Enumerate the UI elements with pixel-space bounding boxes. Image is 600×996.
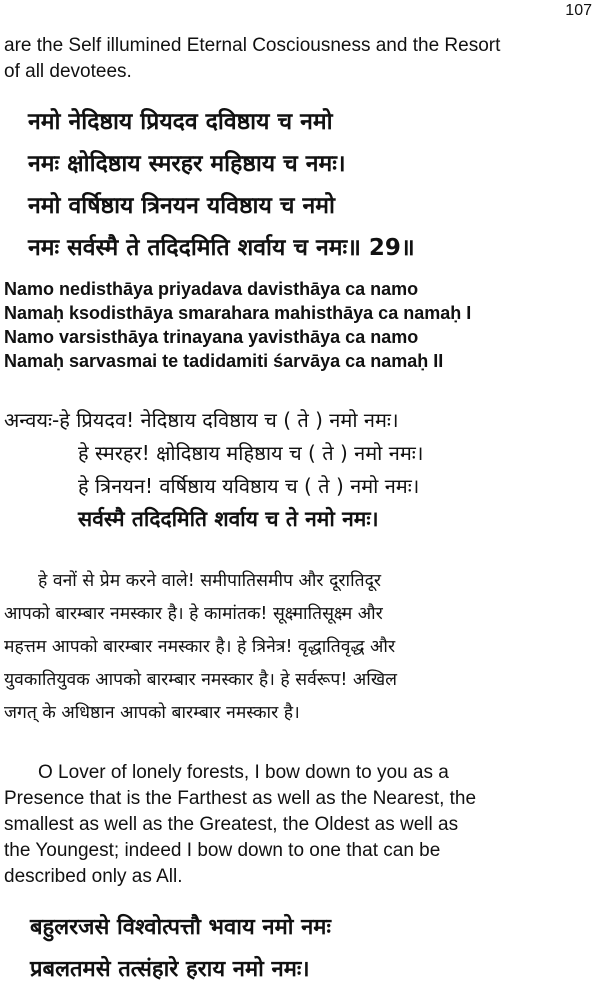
text-line: of all devotees. bbox=[4, 61, 132, 82]
verse-line: नमः क्षोदिष्ठाय स्मरहर महिष्ठाय च नमः। bbox=[28, 151, 346, 177]
english-line: Presence that is the Farthest as well as the Nearest, the bbox=[4, 788, 477, 809]
verse-line: नमो नेदिष्ठाय प्रियदव दविष्ठाय च नमो bbox=[28, 109, 333, 135]
verse-line: प्रबलतमसे तत्संहारे हराय नमो नमः। bbox=[30, 957, 310, 982]
hindi-line: जगत् के अधिष्ठान आपको बारम्बार नमस्कार है। bbox=[4, 703, 300, 723]
transliteration-line: Namo nedisthāya priyadava davisthāya ca namo bbox=[4, 279, 419, 299]
text-line: are the Self illumined Eternal Cosciousness and the Resort bbox=[4, 35, 501, 56]
anvaya-line: हे त्रिनयन! वर्षिष्ठाय यविष्ठाय च ( ते ) नमो नमः। bbox=[78, 474, 420, 498]
page-number: 107 bbox=[565, 2, 592, 19]
english-line: O Lover of lonely forests, I bow down to you as a bbox=[38, 762, 449, 783]
anvaya-line: अन्वयः-हे प्रियदव! नेदिष्ठाय दविष्ठाय च ( ते ) नमो नमः। bbox=[4, 408, 399, 432]
verse-line: नमः सर्वस्मै ते तदिदमिति शर्वाय च नमः॥ 29॥ bbox=[28, 235, 415, 261]
english-line: the Youngest; indeed I bow down to one that can be bbox=[4, 840, 441, 861]
hindi-line: हे वनों से प्रेम करने वाले! समीपातिसमीप और दूरातिदूर bbox=[38, 571, 382, 591]
anvaya-line: सर्वस्मै तदिदमिति शर्वाय च ते नमो नमः। bbox=[78, 507, 379, 531]
hindi-line: युवकातियुवक आपको बारम्बार नमस्कार है। हे सर्वरूप! अखिल bbox=[4, 670, 397, 690]
verse-line: बहुलरजसे विश्वोत्पत्तौ भवाय नमो नमः bbox=[30, 915, 331, 940]
transliteration-line: Namaḥ sarvasmai te tadidamiti śarvāya ca namaḥ II bbox=[4, 351, 444, 371]
anvaya-line: हे स्मरहर! क्षोदिष्ठाय महिष्ठाय च ( ते ) नमो नमः। bbox=[78, 441, 424, 465]
hindi-line: आपको बारम्बार नमस्कार है। हे कामांतक! सूक्ष्मातिसूक्ष्म और bbox=[4, 604, 383, 624]
verse-line: नमो वर्षिष्ठाय त्रिनयन यविष्ठाय च नमो bbox=[28, 193, 335, 219]
english-line: described only as All. bbox=[4, 866, 183, 887]
english-translation bbox=[4, 760, 594, 890]
intro-paragraph bbox=[4, 33, 594, 85]
next-sanskrit-verse bbox=[30, 907, 331, 991]
transliteration-line: Namaḥ ksodisthāya smarahara mahisthāya ca namaḥ I bbox=[4, 303, 472, 323]
english-line: smallest as well as the Greatest, the Oldest as well as bbox=[4, 814, 459, 835]
transliteration-line: Namo varsisthāya trinayana yavisthāya ca namo bbox=[4, 327, 419, 347]
sanskrit-verse bbox=[28, 101, 415, 269]
anvaya-prose-order bbox=[4, 404, 423, 536]
hindi-line: महत्तम आपको बारम्बार नमस्कार है। हे त्रिनेत्र! वृद्धातिवृद्ध और bbox=[4, 637, 396, 657]
transliteration bbox=[4, 277, 471, 373]
hindi-translation bbox=[4, 565, 594, 730]
